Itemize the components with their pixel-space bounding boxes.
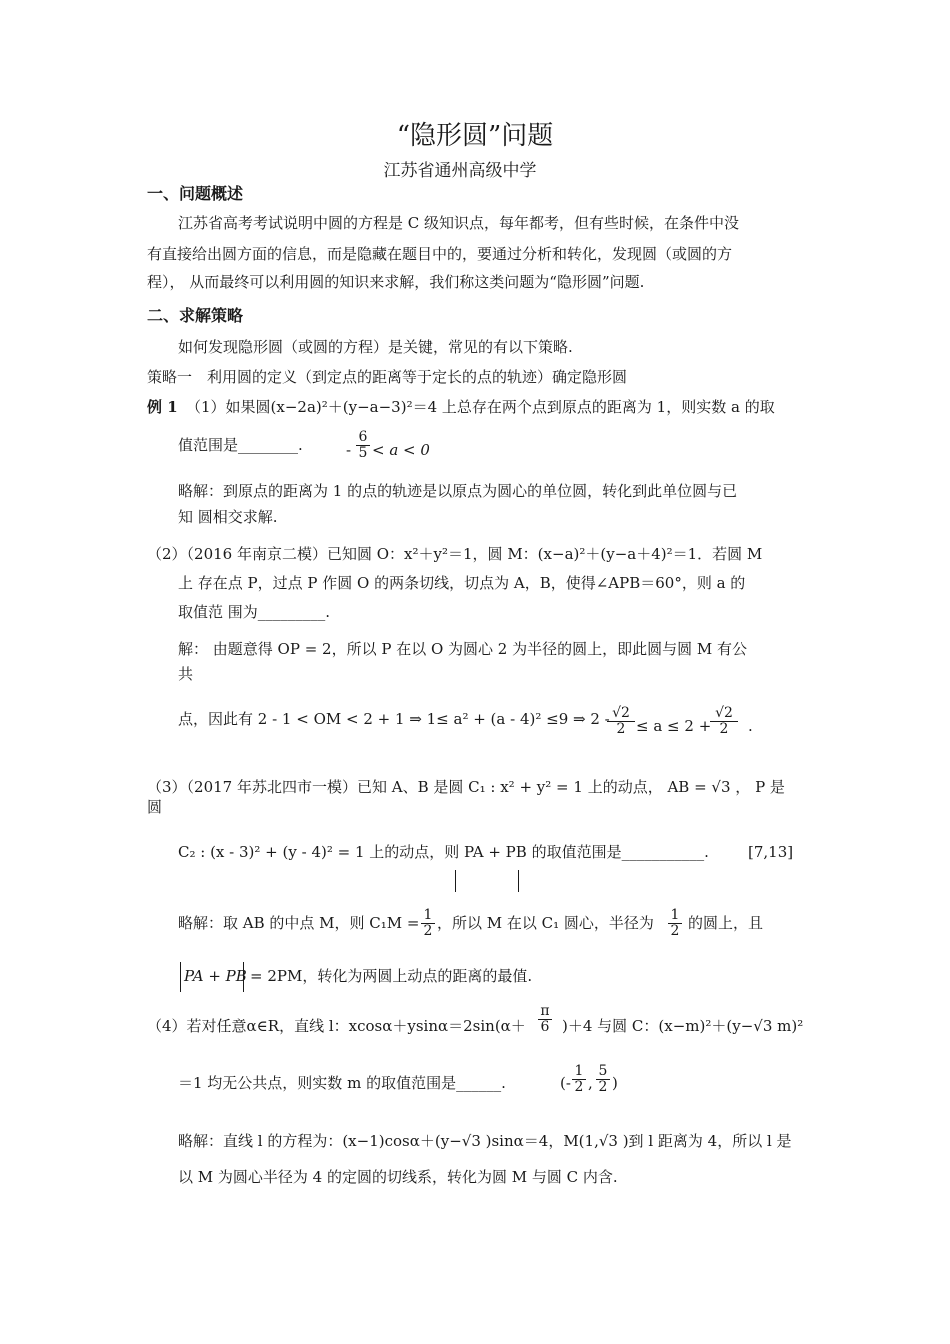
q3-solution-fraction-b [668, 908, 682, 940]
q4-line-1: （4）若对任意α∈R，直线 l：xcosα＋ysinα＝2sin(α＋ [147, 1017, 526, 1035]
q4-fraction-denominator: 6 [538, 1019, 552, 1035]
q4-answer-open: (- [560, 1074, 571, 1092]
overview-paragraph-line-1: 江苏省高考考试说明中圆的方程是 C 级知识点，每年都考，但有些时候，在条件中没 [178, 214, 740, 232]
q4-solution-line-2: 以 M 为圆心半径为 4 的定圆的切线系，转化为圆 M 与圆 C 内含. [178, 1168, 618, 1186]
q1-answer-denominator: 5 [356, 445, 370, 461]
q3-vector-sum: PA + PB [184, 967, 247, 985]
q3-solution-abs-bars [180, 962, 244, 992]
q1-line-1: （1）如果圆(x−2a)²＋(y−a−3)²＝4 上总存在两个点到原点的距离为 1，则实数 a 的取 [186, 398, 775, 416]
q3-vector-abs-bars [455, 870, 519, 892]
q4-line-1b: )＋4 与圆 C：(x−m)²＋(y−√3 m)² [562, 1017, 804, 1035]
q4-answer-fraction-2 [596, 1064, 610, 1096]
q2-fraction-left-denominator: 2 [607, 721, 635, 737]
q3-solution-fraction-a [421, 908, 435, 940]
q4-answer-close: ) [612, 1074, 618, 1092]
q3-answer: [7,13] [748, 843, 794, 861]
q1-answer-range: < a < 0 [372, 441, 430, 459]
q2-solution-line-1: 解： 由题意得 OP = 2，所以 P 在以 O 为圆心 2 为半径的圆上，即此圆与圆 M 有公 [178, 640, 748, 658]
q1-line-2: 值范围是________. [178, 436, 303, 454]
q2-fraction-right-numerator: √2 [715, 705, 733, 721]
q3-fraction-b-denominator: 2 [668, 923, 682, 939]
q4-fraction-pi-over-6 [538, 1004, 552, 1036]
q3-solution-line-2: = 2PM，转化为两圆上动点的距离的最值. [250, 967, 533, 985]
q1-answer-numerator: 6 [358, 429, 368, 445]
q1-solution-line-2: 知 圆相交求解. [178, 508, 278, 526]
q4-line-2: ＝1 均无公共点，则实数 m 的取值范围是______. [178, 1074, 506, 1092]
q2-solution-inequality: ≤ a ≤ 2 + [636, 717, 712, 735]
q1-answer-minus: - [346, 441, 352, 459]
q4-answer-f1-numerator: 1 [574, 1063, 584, 1079]
q4-answer-f1-denominator: 2 [572, 1079, 586, 1095]
q2-solution-line-2: 共 [178, 665, 194, 683]
section-heading-overview: 一、问题概述 [147, 184, 244, 203]
q2-solution-fraction-right [710, 706, 738, 738]
page-title: “隐形圆”问题 [396, 121, 554, 151]
q3-fraction-a-numerator: 1 [423, 907, 433, 923]
q2-fraction-left-numerator: √2 [612, 705, 630, 721]
q3-solution-line-1c: 的圆上，且 [688, 914, 764, 932]
author-affiliation: 江苏省通州高级中学 [383, 161, 537, 181]
q4-answer-f2-numerator: 5 [598, 1063, 608, 1079]
q3-fraction-b-numerator: 1 [670, 907, 680, 923]
overview-paragraph-line-2: 有直接给出圆方面的信息，而是隐藏在题目中的，要通过分析和转化，发现圆（或圆的方 [147, 245, 733, 263]
q2-line-3: 取值范 围为_________. [178, 603, 331, 621]
q2-fraction-right-denominator: 2 [710, 721, 738, 737]
q2-solution-period: . [748, 717, 753, 735]
q2-solution-fraction-left [607, 706, 635, 738]
q3-solution-line-1: 略解：取 AB 的中点 M，则 C₁M = [178, 914, 420, 932]
q4-answer-separator: , [588, 1074, 593, 1092]
q3-line-1: （3）（2017 年苏北四市一模）已知 A、B 是圆 C₁ : x² + y² = 1 上的动点， AB = √3 ， P 是 [147, 778, 785, 796]
q2-line-2: 上 存在点 P，过点 P 作圆 O 的两条切线，切点为 A，B，使得∠APB＝60°，则 a 的 [178, 574, 746, 592]
overview-paragraph-line-3: 程）， 从而最终可以利用圆的知识来求解，我们称这类问题为“隐形圆”问题. [147, 273, 645, 291]
q2-solution-line-3: 点，因此有 2 - 1 < OM < 2 + 1 ⇒ 1≤ a² + (a - 4)² ≤9 ⇒ 2 - [178, 710, 610, 728]
q1-answer-fraction [356, 430, 370, 462]
example-label: 例 1 [147, 398, 178, 416]
q4-fraction-numerator: π [540, 1003, 550, 1019]
strategy-one: 策略一 利用圆的定义（到定点的距离等于定长的点的轨迹）确定隐形圆 [147, 368, 628, 386]
q3-line-2: C₂ : (x - 3)² + (y - 4)² = 1 上的动点，则 PA + PB 的取值范围是___________. [178, 843, 709, 861]
q3-fraction-a-denominator: 2 [421, 923, 435, 939]
section-heading-strategies: 二、求解策略 [147, 306, 244, 325]
q2-line-1: （2）（2016 年南京二模）已知圆 O：x²＋y²＝1，圆 M：(x−a)²＋(y−a＋4)²＝1．若圆 M [147, 545, 763, 563]
q4-solution-line-1: 略解：直线 l 的方程为：(x−1)cosα＋(y−√3 )sinα＝4，M(1,√3 )到 l 距离为 4，所以 l 是 [178, 1132, 792, 1150]
q4-answer-f2-denominator: 2 [596, 1079, 610, 1095]
q4-answer-fraction-1 [572, 1064, 586, 1096]
q1-solution-line-1: 略解：到原点的距离为 1 的点的轨迹是以原点为圆心的单位圆，转化到此单位圆与已 [178, 482, 738, 500]
strategies-intro: 如何发现隐形圆（或圆的方程）是关键，常见的有以下策略. [178, 338, 573, 356]
q3-line-1-continued: 圆 [147, 798, 163, 816]
q3-solution-line-1b: ，所以 M 在以 C₁ 圆心，半径为 [437, 914, 654, 932]
